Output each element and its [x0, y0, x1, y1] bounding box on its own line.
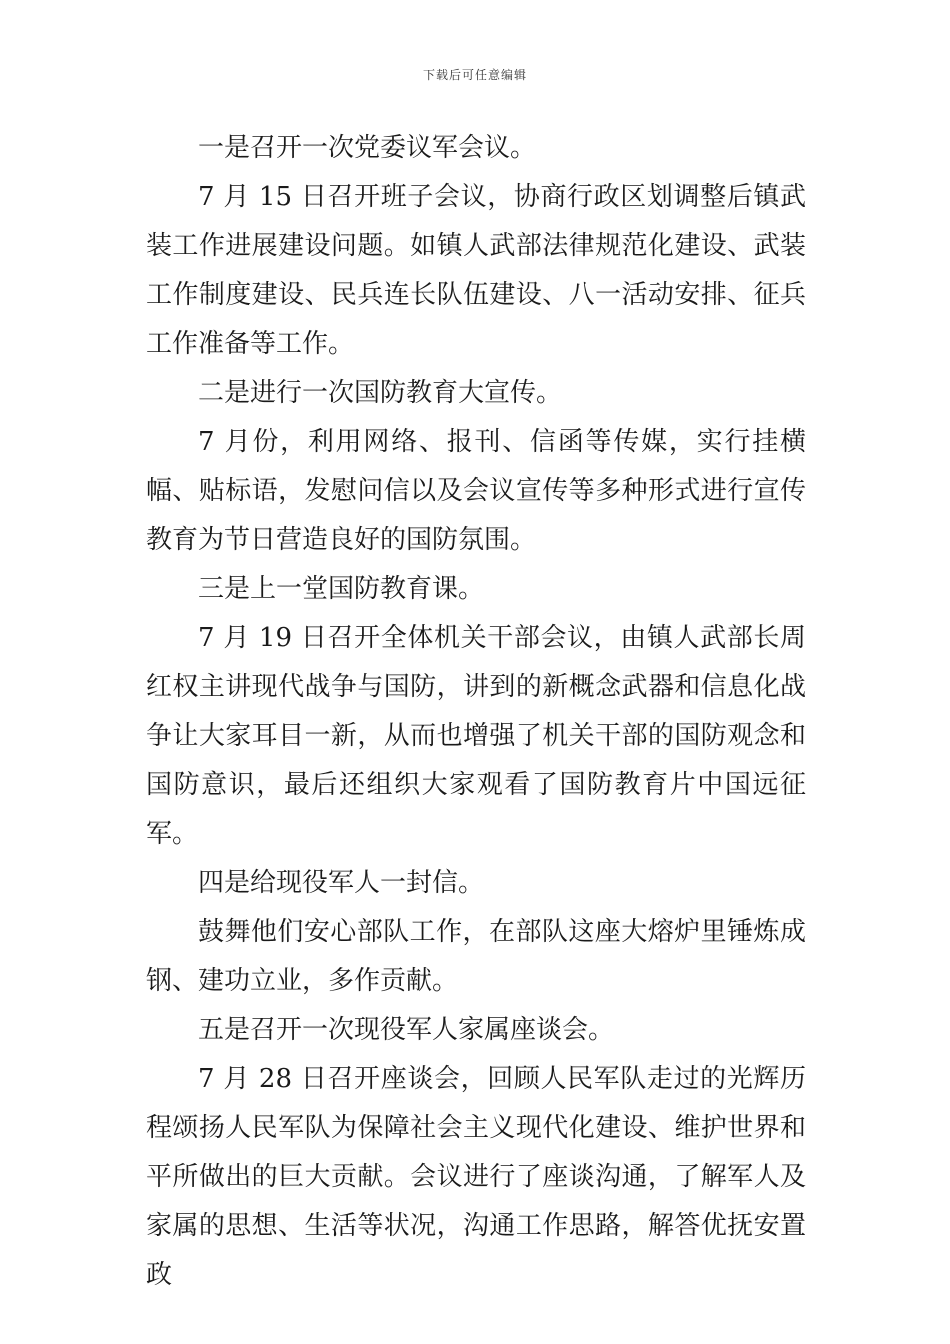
paragraph-heading-3: 三是上一堂国防教育课。 — [198, 574, 485, 604]
paragraph-heading-5: 五是召开一次现役军人家属座谈会。 — [198, 1015, 615, 1045]
paragraph-body-4: 鼓舞他们安心部队工作，在部队这座大熔炉里锤炼成钢、建功立业，多作贡献。 — [146, 917, 806, 996]
paragraph-body-2: 7 月份，利用网络、报刊、信函等传媒，实行挂横幅、贴标语，发慰问信以及会议宣传等多种形式进行宣传教育为节日营造良好的国防氛围。 — [146, 427, 806, 555]
paragraph-body-1: 7 月 15 日召开班子会议，协商行政区划调整后镇武装工作进展建设问题。如镇人武部法律规范化建设、武装工作制度建设、民兵连长队伍建设、八一活动安排、征兵工作准备等工作。 — [146, 182, 806, 359]
document-body — [146, 124, 806, 1300]
paragraph-body-5: 7 月 28 日召开座谈会，回顾人民军队走过的光辉历程颂扬人民军队为保障社会主义现代化建设、维护世界和平所做出的巨大贡献。会议进行了座谈沟通，了解军人及家属的思想、生活等状况，沟通工作思路，解答优抚安置政 — [146, 1064, 806, 1290]
paragraph-heading-4: 四是给现役军人一封信。 — [198, 868, 485, 898]
paragraph-heading-1: 一是召开一次党委议军会议。 — [198, 133, 537, 163]
paragraph-body-3: 7 月 19 日召开全体机关干部会议，由镇人武部长周红权主讲现代战争与国防，讲到的新概念武器和信息化战争让大家耳目一新，从而也增强了机关干部的国防观念和国防意识，最后还组织大家观看了国防教育片中国远征军。 — [146, 623, 806, 849]
header-note: 下载后可任意编辑 — [422, 68, 527, 82]
paragraph-heading-2: 二是进行一次国防教育大宣传。 — [198, 378, 563, 408]
